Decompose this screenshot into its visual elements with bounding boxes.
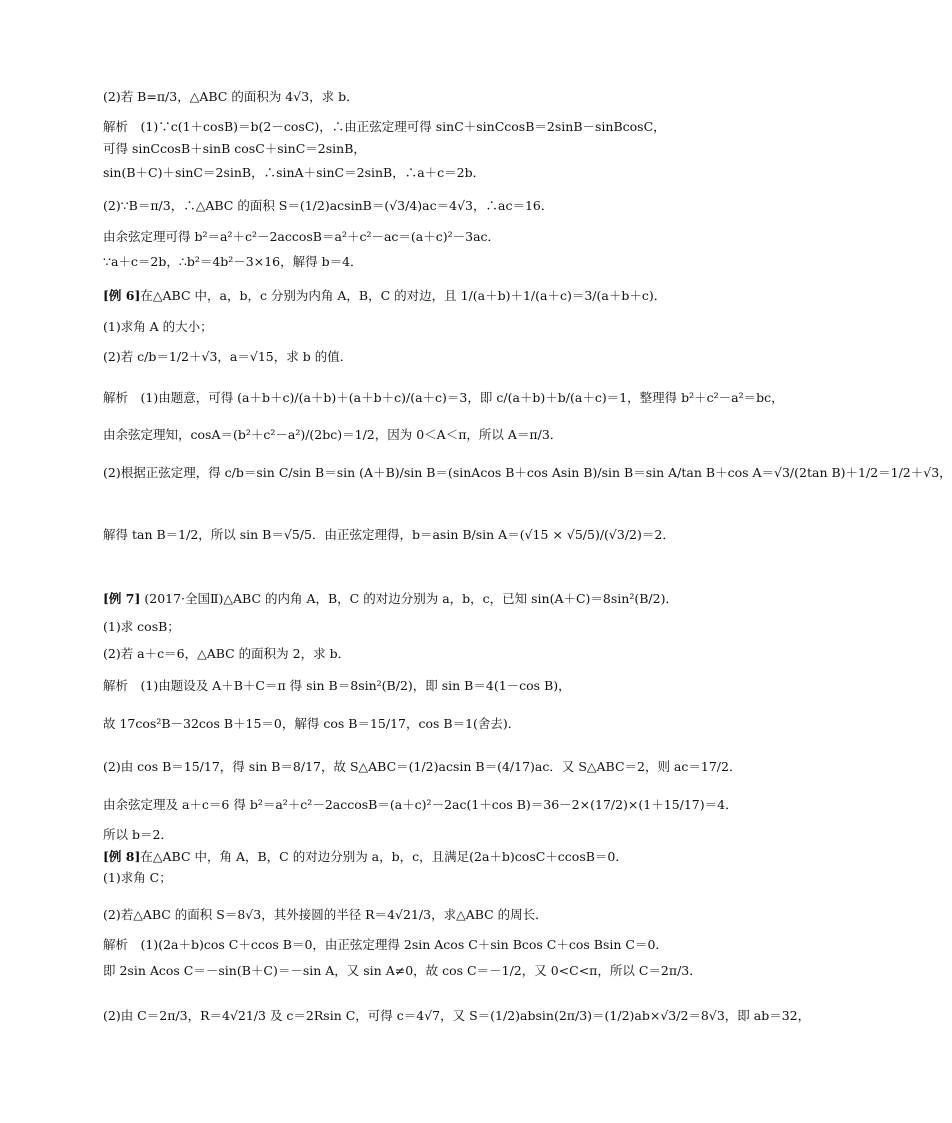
text-line: 由余弦定理及 a＋c＝6 得 b²＝a²＋c²－2accosB＝(a＋c)²－2ac(1＋cos B)＝36－2×(17/2)×(1＋15/17)＝4．	[103, 797, 738, 812]
text-line: 解析 (1)∵c(1＋cosB)＝b(2－cosC)，∴由正弦定理可得 sinC＋sinCcosB＝2sinB－sinBcosC，	[103, 119, 666, 134]
text-line: (2)若 B=π/3，△ABC 的面积为 4√3，求 b．	[103, 89, 359, 104]
text-line: (2)∵B＝π/3，∴△ABC 的面积 S＝(1/2)acsinB＝(√3/4)ac＝4√3，∴ac＝16．	[103, 198, 554, 213]
text-line: 解析 (1)由题意，可得 (a＋b＋c)/(a＋b)＋(a＋b＋c)/(a＋c)＝3，即 c/(a＋b)＋b/(a＋c)＝1，整理得 b²＋c²－a²＝bc，	[103, 390, 784, 405]
text-line: (2)根据正弦定理，得 c/b＝sin C/sin B＝sin (A＋B)/sin B＝(sinAcos B＋cos Asin B)/sin B＝sin A/tan B＋cos A＝√3/(2tan B)＋1/2＝1/2＋√3，	[103, 465, 952, 480]
text-line: (1)求角 A 的大小；	[103, 319, 213, 334]
text-line: (1)求 cosB；	[103, 619, 180, 634]
text-line: (2)若△ABC 的面积 S＝8√3，其外接圆的半径 R＝4√21/3，求△ABC 的周长．	[103, 907, 548, 922]
text-line: 所以 b＝2．	[103, 827, 173, 842]
text-line: 由余弦定理可得 b²＝a²＋c²－2accosB＝a²＋c²－ac＝(a＋c)²－3ac．	[103, 229, 501, 244]
text-line: (2)若 a＋c＝6，△ABC 的面积为 2，求 b．	[103, 646, 351, 661]
text-line: (2)若 c/b＝1/2＋√3，a＝√15，求 b 的值．	[103, 349, 353, 364]
example-heading: [例 8]在△ABC 中，角 A，B，C 的对边分别为 a，b，c，且满足(2a＋b)cosC＋ccosB＝0．	[103, 849, 628, 864]
text-line: 可得 sinCcosB＋sinB cosC＋sinC＝2sinB，	[103, 141, 366, 156]
example-heading: [例 7] (2017·全国Ⅱ)△ABC 的内角 A，B，C 的对边分别为 a，b，c，已知 sin(A＋C)＝8sin²(B/2)．	[103, 591, 678, 606]
text-line: 由余弦定理知，cosA＝(b²＋c²－a²)/(2bc)＝1/2，因为 0＜A＜π，所以 A＝π/3．	[103, 427, 563, 442]
text-line: (2)由 C＝2π/3，R＝4√21/3 及 c＝2Rsin C，可得 c＝4√7，又 S＝(1/2)absin(2π/3)＝(1/2)ab×√3/2＝8√3，即 ab＝32，	[103, 1008, 811, 1023]
text-line: sin(B＋C)＋sinC＝2sinB，∴sinA＋sinC＝2sinB，∴a＋c＝2b．	[103, 165, 486, 180]
text-line: (2)由 cos B＝15/17，得 sin B＝8/17，故 S△ABC＝(1/2)acsin B＝(4/17)ac．又 S△ABC＝2，则 ac＝17/2．	[103, 759, 742, 774]
text-line: 解得 tan B＝1/2，所以 sin B＝√5/5．由正弦定理得，b＝asin B/sin A＝(√15 × √5/5)/(√3/2)＝2．	[103, 527, 675, 542]
example-heading: [例 6]在△ABC 中，a，b，c 分别为内角 A，B，C 的对边，且 1/(a＋b)＋1/(a＋c)＝3/(a＋b＋c)．	[103, 288, 667, 303]
text-line: 故 17cos²B－32cos B＋15＝0，解得 cos B＝15/17，cos B＝1(舍去)．	[103, 716, 521, 731]
text-line: 解析 (1)(2a＋b)cos C＋ccos B＝0，由正弦定理得 2sin Acos C＋sin Bcos C＋cos Bsin C＝0．	[103, 937, 668, 952]
text-line: ∵a＋c＝2b，∴b²＝4b²－3×16，解得 b＝4．	[103, 254, 363, 269]
text-line: (1)求角 C；	[103, 870, 172, 885]
text-line: 解析 (1)由题设及 A＋B＋C＝π 得 sin B＝8sin²(B/2)，即 sin B＝4(1－cos B)，	[103, 678, 571, 693]
text-line: 即 2sin Acos C＝－sin(B＋C)＝－sin A，又 sin A≠0，故 cos C＝－1/2，又 0<C<π，所以 C＝2π/3．	[103, 963, 702, 978]
